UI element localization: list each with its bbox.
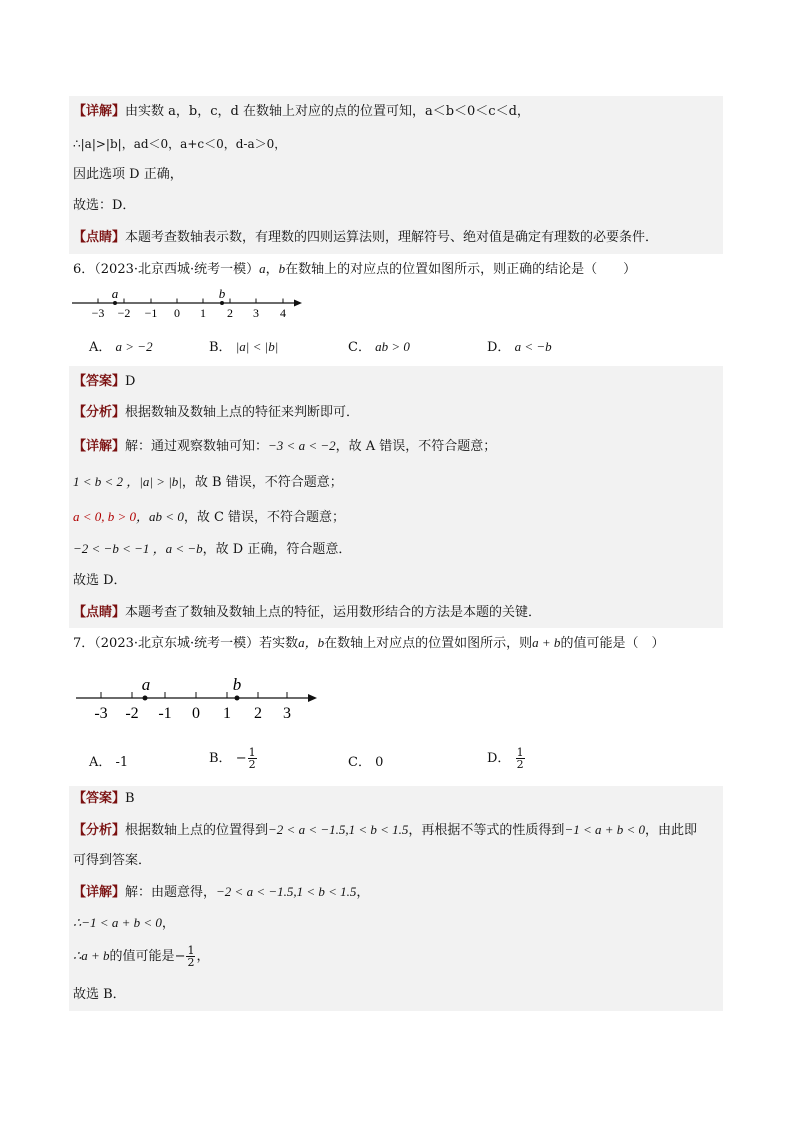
point-a-label: a — [111, 286, 119, 301]
q6-analysis-line — [73, 404, 359, 422]
q6-number-line — [68, 286, 308, 320]
q6-answer-line — [73, 373, 135, 391]
analysis-tag: 【分析】 — [73, 405, 126, 420]
tick-label: 1 — [200, 306, 206, 320]
q6-answer: D — [125, 374, 136, 389]
tick-label: −2 — [117, 306, 131, 320]
q7-answer: B — [125, 791, 135, 806]
prev-comment-line — [73, 229, 658, 247]
prev-detail-text: 由实数 a，b，c，d 在数轴上对应的点的位置可知，a＜b＜0＜c＜d， — [125, 104, 530, 119]
comment-tag: 【点睛】 — [73, 230, 126, 245]
q6-comment-line: 【点睛】本题考查了数轴及数轴上点的特征，运用数形结合的方法是本题的关键． — [73, 605, 542, 620]
point-b-label: b — [232, 675, 242, 694]
q6-ticks — [98, 299, 283, 304]
prev-line-3: 因此选项 D 正确， — [73, 167, 183, 182]
tick-label: 2 — [227, 306, 233, 320]
tick-label: 3 — [253, 306, 259, 320]
tick-label: 0 — [192, 705, 200, 722]
tick-label: 2 — [254, 705, 262, 722]
q7-ticks — [101, 692, 287, 698]
q6-var-a: a — [259, 261, 266, 276]
prev-line-2: ∴|a|>|b|，ad＜0，a+c＜0，d-a＞0， — [73, 137, 287, 151]
q7-analysis-line-2: 可得到答案． — [73, 853, 152, 868]
answer-tag: 【答案】 — [73, 374, 126, 389]
detail-tag: 【详解】 — [73, 439, 126, 454]
q6-stem-prefix: 6．（2023·北京西城·统考一模） — [73, 262, 260, 277]
q7-option-a[interactable]: A． -1 — [89, 755, 129, 770]
q6-stem — [73, 260, 636, 279]
fraction: $\frac{1}{2}$ — [187, 944, 195, 969]
answer-tag: 【答案】 — [73, 791, 126, 806]
prev-detail-line — [73, 103, 530, 121]
tick-label: 3 — [283, 705, 291, 722]
detail-tag: 【详解】 — [73, 104, 126, 119]
point-b — [235, 696, 240, 701]
tick-label: -3 — [94, 705, 108, 722]
point-a — [143, 696, 148, 701]
q6-detail-line-1: 【详解】解：通过观察数轴可知：−3 < a < −2，故 A 错误，不符合题意； — [73, 438, 497, 454]
q6-analysis: 根据数轴及数轴上点的特征来判断即可． — [125, 405, 360, 420]
q6-sep: ， — [265, 262, 279, 277]
fraction: $\frac{1}{2}$ — [516, 746, 524, 771]
detail-tag: 【详解】 — [73, 885, 126, 900]
q6-conclusion: 故选 D． — [73, 573, 127, 588]
prev-line-4: 故选：D． — [73, 198, 136, 213]
point-a — [113, 301, 117, 305]
q6-option-b[interactable]: B． |a| < |b| — [209, 339, 279, 355]
q7-number-line — [72, 672, 322, 722]
q7-detail-line-2: ∴−1 < a + b < 0， — [73, 915, 175, 931]
q7-option-d[interactable]: D． $\frac{1}{2}$ — [487, 746, 524, 771]
q7-conclusion: 故选 B． — [73, 987, 126, 1002]
q7-option-c[interactable]: C． 0 — [348, 755, 384, 770]
q7-analysis-line: 【分析】根据数轴上点的位置得到−2 < a < −1.5,1 < b < 1.5，再根据不等式的性质得到−1 < a + b < 0，由此即 — [73, 822, 698, 838]
tick-label: 1 — [223, 705, 231, 722]
q7-detail-line-3: ∴a + b的值可能是− $\frac{1}{2}$ ， — [73, 944, 210, 969]
q6-detail-line-4: −2 < −b < −1 ，a < −b，故 D 正确，符合题意． — [73, 541, 352, 557]
tick-label: −1 — [144, 306, 158, 320]
q7-answer-line — [73, 790, 135, 808]
axis-arrow — [308, 694, 317, 702]
tick-label: -1 — [158, 705, 172, 722]
prev-comment-text: 本题考查数轴表示数，有理数的四则运算法则，理解符号、绝对值是确定有理数的必要条件． — [125, 230, 659, 245]
q6-var-b: b — [278, 261, 286, 276]
point-b-label: b — [218, 286, 226, 301]
q7-detail-line-1: 【详解】解：由题意得，−2 < a < −1.5,1 < b < 1.5， — [73, 884, 370, 900]
tick-label: 4 — [280, 306, 286, 320]
tick-label: −3 — [91, 306, 105, 320]
tick-label: -2 — [125, 705, 139, 722]
fraction: $\frac{1}{2}$ — [248, 746, 256, 771]
q6-stem-text: 在数轴上的对应点的位置如图所示，则正确的结论是（ ） — [285, 262, 637, 277]
q6-option-d[interactable]: D． a < −b — [487, 339, 552, 355]
q6-option-c[interactable]: C． ab > 0 — [348, 339, 410, 355]
q6-detail-line-3: a < 0, b > 0，ab < 0，故 C 错误，不符合题意； — [73, 509, 346, 525]
analysis-tag: 【分析】 — [73, 823, 126, 838]
q6-detail-line-2: 1 < b < 2 ，|a| > |b|，故 B 错误，不符合题意； — [73, 474, 343, 490]
point-a-label: a — [141, 675, 151, 694]
q6-option-a[interactable]: A． a > −2 — [89, 339, 153, 355]
tick-label: 0 — [174, 306, 180, 320]
q7-option-b[interactable]: B． − $\frac{1}{2}$ — [209, 746, 256, 771]
axis-arrow — [294, 300, 302, 307]
comment-tag: 【点睛】 — [73, 605, 126, 620]
point-b — [220, 301, 224, 305]
q7-stem: 7．（2023·北京东城·统考一模）若实数a，b在数轴上对应点的位置如图所示，则a + b的值可能是（ ） — [73, 635, 665, 651]
